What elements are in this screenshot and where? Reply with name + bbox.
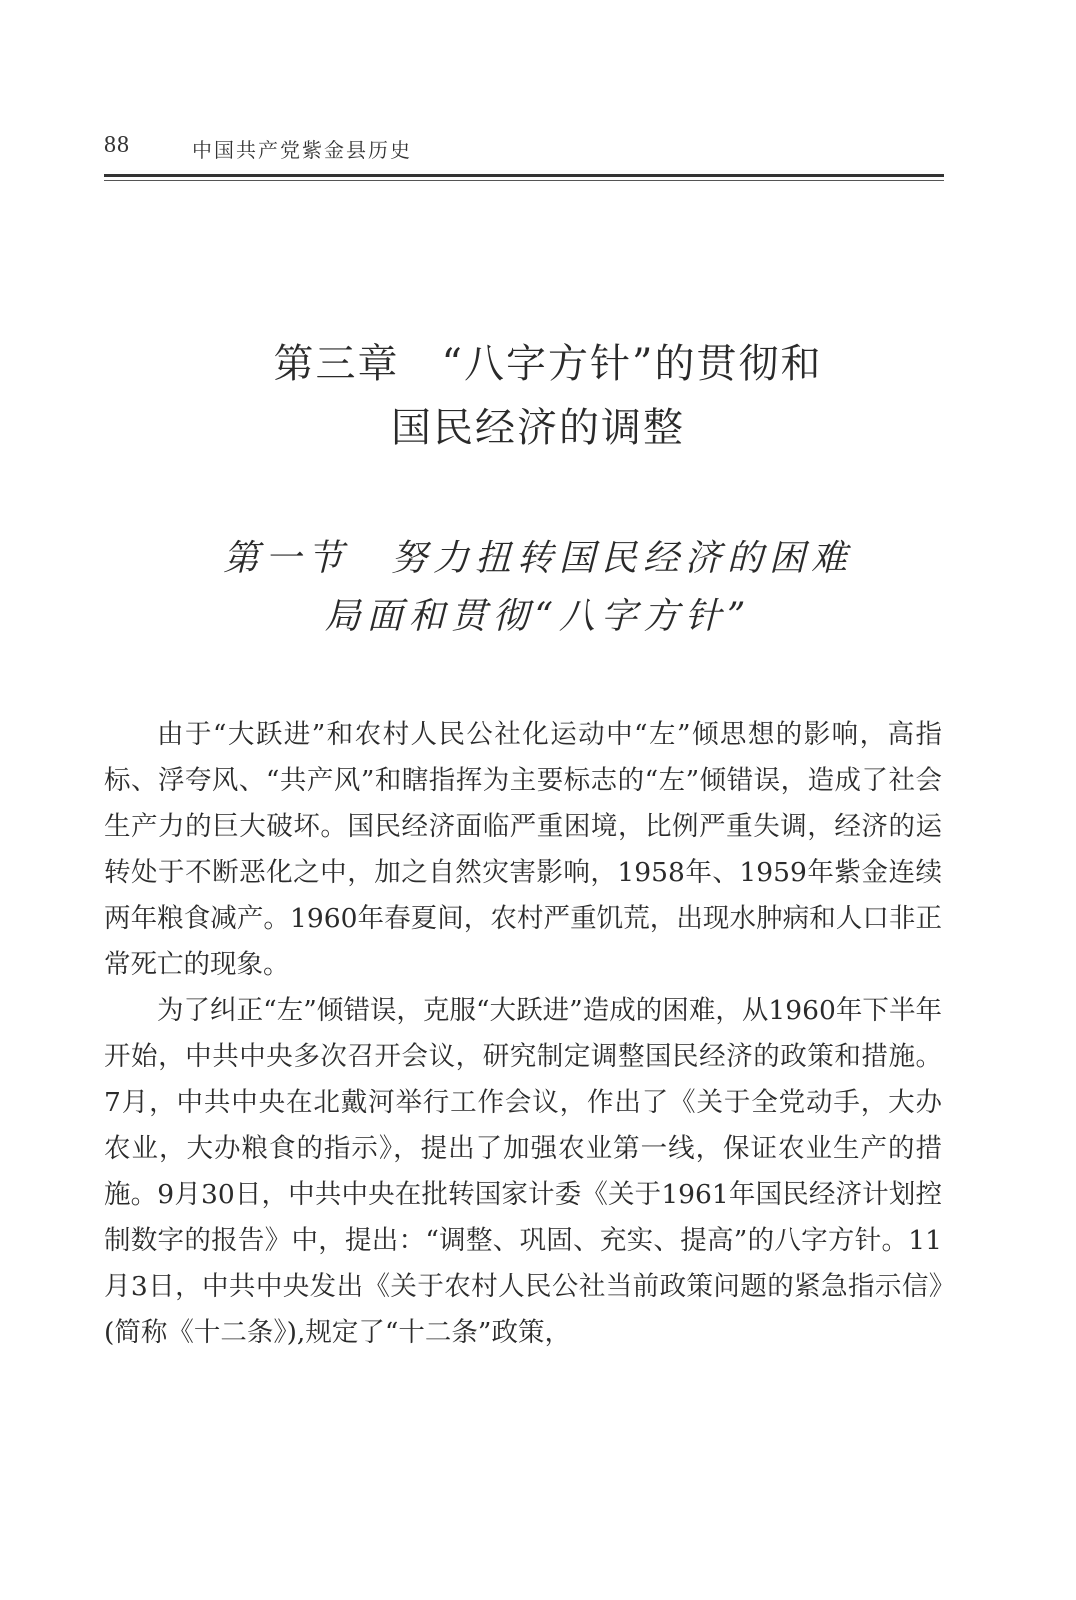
body-text (104, 712, 942, 1356)
section-title (0, 530, 1076, 646)
paragraph: 由于“大跃进”和农村人民公社化运动中“左”倾思想的影响，高指标、浮夸风、“共产风”和瞎指挥为主要标志的“左”倾错误，造成了社会生产力的巨大破坏。国民经济面临严重困境，比例严重失调，经济的运转处于不断恶化之中，加之自然灾害影响，1958年、1959年紫金连续两年粮食减产。1960年春夏间，农村严重饥荒，出现水肿病和人口非正常死亡的现象。 (104, 719, 942, 980)
chapter-title-line-1: 第三章 “八字方针”的贯彻和 (273, 341, 823, 387)
header-rule-thin (104, 180, 944, 181)
paragraph: 为了纠正“左”倾错误，克服“大跃进”造成的困难，从1960年下半年开始，中共中央多次召开会议，研究制定调整国民经济的政策和措施。7月，中共中央在北戴河举行工作会议，作出了《关于全党动手，大办农业，大办粮食的指示》，提出了加强农业第一线，保证农业生产的措施。9月30日，中共中央在批转国家计委《关于1961年国民经济计划控制数字的报告》中，提出：“调整、巩固、充实、提高”的八字方针。11月3日，中共中央发出《关于农村人民公社当前政策问题的紧急指示信》(简称《十二条》),规定了“十二条”政策， (104, 995, 942, 1348)
header-rule-thick (104, 174, 944, 177)
chapter-title-line-2: 国民经济的调整 (391, 405, 685, 451)
book-title: 中国共产党紫金县历史 (192, 138, 412, 162)
page-number: 88 (104, 132, 130, 158)
section-title-line-2: 局面和贯彻“八字方针” (324, 596, 752, 637)
running-header (104, 132, 944, 166)
section-title-line-1: 第一节 努力扭转国民经济的困难 (222, 538, 853, 579)
chapter-title (0, 332, 1076, 460)
